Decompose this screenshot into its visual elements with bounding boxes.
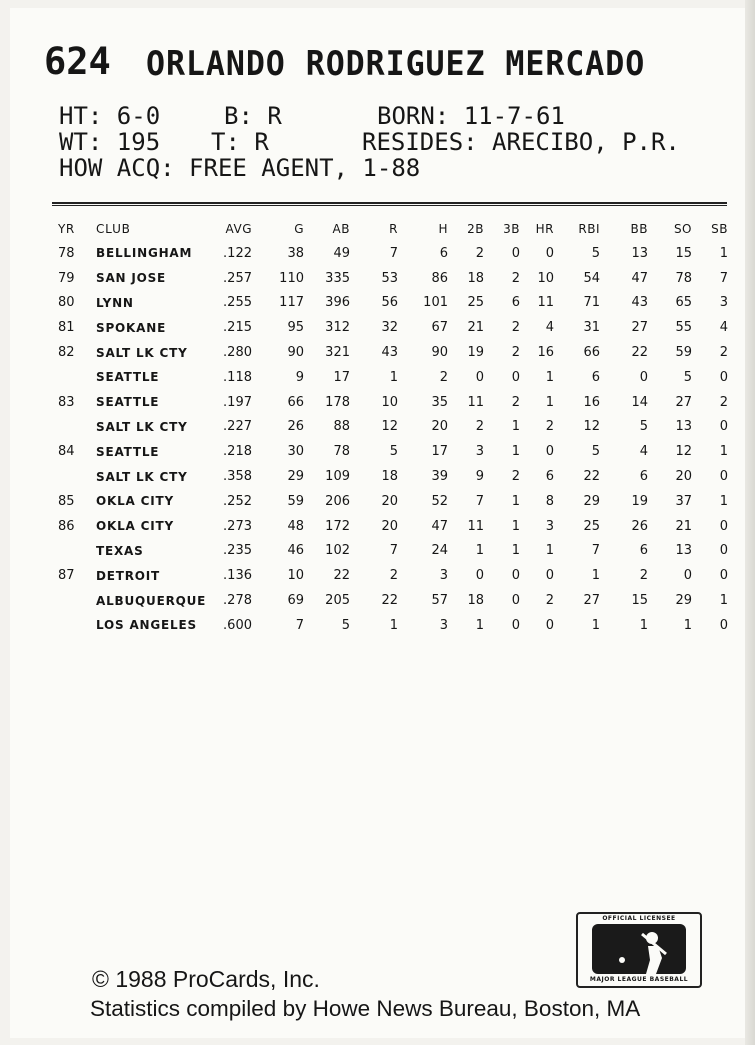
stat-cell: 10 [381,394,398,410]
stat-cell: 9 [475,469,484,485]
stat-cell: 30 [287,444,304,460]
stats-row [52,241,732,266]
bio-block [59,103,719,181]
stat-cell: 1 [683,617,692,633]
stat-cell: 13 [675,419,692,435]
bio-line-3 [59,155,719,181]
stat-cell: 2 [511,345,520,361]
stat-cell: LYNN [96,295,134,310]
stat-cell: OKLA CITY [96,519,174,534]
stat-cell: .358 [223,469,252,485]
mlb-batter-icon [592,924,686,974]
stat-cell: 0 [545,568,554,584]
stat-cell: .235 [223,543,252,559]
stat-cell: 7 [719,270,728,286]
stat-cell: 81 [58,320,75,336]
stat-cell: 2 [511,320,520,336]
stat-cell: 83 [58,394,75,410]
stat-cell: 21 [675,518,692,534]
stat-cell: 1 [545,369,554,385]
stat-cell: 1 [511,543,520,559]
stat-cell [52,613,96,638]
stat-cell: 2 [639,568,648,584]
stat-cell: 5 [639,419,648,435]
stat-cell: 25 [467,295,484,311]
stat-cell: 1 [591,617,600,633]
stat-cell: 66 [583,345,600,361]
stat-cell: 38 [287,245,304,261]
stat-cell: 2 [719,394,728,410]
bio-line-1 [59,103,719,129]
stat-cell: 4 [545,320,554,336]
stats-row [52,439,732,464]
copyright-text: © 1988 ProCards, Inc. [92,966,320,992]
stat-cell: 22 [333,568,350,584]
stat-cell: 59 [675,345,692,361]
stat-cell: 87 [58,568,75,584]
stat-cell: 18 [467,593,484,609]
stat-cell: 4 [719,320,728,336]
stats-row [52,563,732,588]
stat-cell: 0 [719,543,728,559]
col-header: AVG [225,222,252,236]
stats-row [52,365,732,390]
stat-cell: 27 [675,394,692,410]
stat-cell: 1 [389,369,398,385]
stat-cell: 12 [583,419,600,435]
stats-row [52,415,732,440]
stat-cell: 47 [631,270,648,286]
stat-cell: 20 [381,518,398,534]
logo-bottom-text: MAJOR LEAGUE BASEBALL [589,976,689,983]
stat-cell: 12 [675,444,692,460]
stat-cell: 2 [511,394,520,410]
stat-cell: 1 [719,493,728,509]
title-row [44,40,734,90]
stat-cell: 29 [675,593,692,609]
stat-cell: 10 [537,270,554,286]
stat-cell: SALT LK CTY [96,419,188,434]
stat-cell: 16 [583,394,600,410]
height-text: HT: 6-0 [59,102,161,130]
stat-cell: 49 [333,245,350,261]
stat-cell: .273 [223,518,252,534]
stat-cell: 95 [287,320,304,336]
stat-cell: 178 [325,394,350,410]
stat-cell [52,365,96,390]
mlb-licensee-logo [576,912,702,988]
stats-row [52,588,732,613]
stat-cell: 3 [475,444,484,460]
stat-cell: 0 [683,568,692,584]
stat-cell: SALT LK CTY [96,345,188,360]
stat-cell: 57 [431,593,448,609]
throws-text: T: R [211,128,269,156]
stat-cell: 1 [719,444,728,460]
stat-cell: 110 [279,270,304,286]
col-header: CLUB [96,222,131,236]
stat-cell: 5 [389,444,398,460]
stat-cell: 1 [511,419,520,435]
stat-cell: 78 [58,245,75,261]
stat-cell: 11 [467,394,484,410]
col-header: BB [630,222,648,236]
stat-cell: 335 [325,270,350,286]
stat-cell: 84 [58,444,75,460]
stat-cell: 2 [545,419,554,435]
stat-cell: .257 [223,270,252,286]
stat-cell: 0 [545,444,554,460]
stat-cell: 1 [511,493,520,509]
stat-cell: 312 [325,320,350,336]
stat-cell: 7 [591,543,600,559]
stat-cell: 2 [719,345,728,361]
stats-row [52,266,732,291]
stat-cell: 7 [389,543,398,559]
card-edge [745,0,755,1045]
stat-cell: 0 [719,568,728,584]
stat-cell: 3 [719,295,728,311]
stat-cell: 53 [381,270,398,286]
stat-cell: 1 [545,543,554,559]
stat-cell: 15 [631,593,648,609]
stat-cell: 78 [675,270,692,286]
stat-cell: 37 [675,493,692,509]
stat-cell: 7 [475,493,484,509]
stat-cell: 35 [431,394,448,410]
stat-cell: 172 [325,518,350,534]
stat-cell: 13 [675,543,692,559]
stat-cell: 117 [279,295,304,311]
col-header: YR [58,222,75,236]
stat-cell: 18 [467,270,484,286]
stat-cell: .136 [223,568,252,584]
stat-cell: .255 [223,295,252,311]
stats-row [52,291,732,316]
stat-cell: 12 [381,419,398,435]
stat-cell: 8 [545,493,554,509]
stat-cell: 1 [591,568,600,584]
stat-cell: 52 [431,493,448,509]
stat-cell: 86 [431,270,448,286]
stat-cell: 6 [639,543,648,559]
stat-cell: 18 [381,469,398,485]
stat-cell: 2 [511,270,520,286]
stat-cell: ALBUQUERQUE [96,593,207,608]
stat-cell: 321 [325,345,350,361]
stat-cell: .197 [223,394,252,410]
stat-cell: 11 [537,295,554,311]
stat-cell: SALT LK CTY [96,469,188,484]
weight-text: WT: 195 [59,128,161,156]
col-header: 2B [467,222,484,236]
stats-row [52,390,732,415]
stat-cell: 43 [381,345,398,361]
stat-cell: 13 [631,245,648,261]
stat-cell: 1 [719,245,728,261]
stat-cell: 0 [475,568,484,584]
col-header: SB [711,222,728,236]
stat-cell: .600 [223,617,252,633]
stat-cell: 90 [287,345,304,361]
stat-cell: OKLA CITY [96,494,174,509]
stat-cell: 5 [591,444,600,460]
stats-row [52,340,732,365]
stat-cell: 14 [631,394,648,410]
stat-cell: 39 [431,469,448,485]
stat-cell: 82 [58,345,75,361]
stat-cell: .215 [223,320,252,336]
stat-cell: 31 [583,320,600,336]
col-header: AB [332,222,350,236]
stat-cell: 101 [423,295,448,311]
stat-cell: 7 [295,617,304,633]
stat-cell: 65 [675,295,692,311]
stat-cell: 7 [389,245,398,261]
stat-cell: 46 [287,543,304,559]
stat-cell: 2 [389,568,398,584]
stat-cell: BELLINGHAM [96,246,193,261]
stat-cell: 0 [511,245,520,261]
stat-cell: 59 [287,493,304,509]
stat-cell: 86 [58,518,75,534]
player-name: ORLANDO RODRIGUEZ MERCADO [146,44,646,84]
stat-cell: 26 [631,518,648,534]
stat-cell: 1 [639,617,648,633]
stat-cell: .122 [223,245,252,261]
stat-cell: 6 [639,469,648,485]
stat-cell: 55 [675,320,692,336]
stat-cell: 17 [333,369,350,385]
stat-cell: 4 [639,444,648,460]
stats-top-rule-thin [52,205,727,206]
stat-cell: SAN JOSE [96,271,167,286]
stat-cell: 0 [511,568,520,584]
stat-cell: SEATTLE [96,444,160,459]
stat-cell: .280 [223,345,252,361]
stat-cell: 5 [341,617,350,633]
stat-cell: .278 [223,593,252,609]
stat-cell: 2 [475,245,484,261]
stat-cell: 0 [719,419,728,435]
stat-cell: TEXAS [96,543,144,558]
stat-cell: 1 [475,543,484,559]
stat-cell: 79 [58,270,75,286]
stat-cell [52,464,96,489]
how-acquired-text: HOW ACQ: FREE AGENT, 1-88 [59,154,421,182]
stat-cell: 0 [511,593,520,609]
col-header: SO [673,222,692,236]
stat-cell: 11 [467,518,484,534]
stats-row [52,539,732,564]
stat-cell: 396 [325,295,350,311]
stat-cell: 0 [545,617,554,633]
stat-cell: 1 [475,617,484,633]
stat-cell: 0 [639,369,648,385]
stat-cell: 54 [583,270,600,286]
stats-row [52,464,732,489]
stat-cell: 0 [545,245,554,261]
stat-cell: 19 [631,493,648,509]
stat-cell: 109 [325,469,350,485]
stat-cell: 22 [583,469,600,485]
stat-cell: 6 [545,469,554,485]
stat-cell [52,415,96,440]
stat-cell: 19 [467,345,484,361]
stat-cell: 66 [287,394,304,410]
stat-cell: 48 [287,518,304,534]
stat-cell: 0 [511,369,520,385]
stat-cell: 22 [631,345,648,361]
col-header: HR [535,222,554,236]
col-header: R [389,222,398,236]
stat-cell: 32 [381,320,398,336]
stat-cell: LOS ANGELES [96,618,197,633]
stat-cell: 3 [545,518,554,534]
stat-cell: 20 [675,469,692,485]
stats-row [52,315,732,340]
stat-cell: 27 [631,320,648,336]
stat-cell: 27 [583,593,600,609]
born-text: BORN: 11-7-61 [377,102,565,130]
stat-cell: 1 [511,518,520,534]
stat-cell: 102 [325,543,350,559]
stat-cell: 2 [475,419,484,435]
stat-cell: 1 [389,617,398,633]
stat-cell: 6 [511,295,520,311]
stat-cell: 6 [439,245,448,261]
stat-cell: 0 [719,469,728,485]
stats-row [52,613,732,638]
stat-cell: 1 [511,444,520,460]
stat-cell: 3 [439,568,448,584]
stat-cell: 85 [58,493,75,509]
resides-text: RESIDES: ARECIBO, P.R. [362,128,680,156]
stat-cell: .118 [223,369,252,385]
stat-cell: .218 [223,444,252,460]
stat-cell: 17 [431,444,448,460]
stat-cell [52,588,96,613]
stat-cell: 0 [719,617,728,633]
stat-cell: 1 [545,394,554,410]
stat-cell: 90 [431,345,448,361]
stat-cell: 206 [325,493,350,509]
stats-top-rule [52,202,727,204]
stat-cell: 29 [583,493,600,509]
stat-cell: 1 [719,593,728,609]
stat-cell: 15 [675,245,692,261]
stat-cell [52,539,96,564]
stat-cell: 0 [719,369,728,385]
stat-cell: 22 [381,593,398,609]
stat-cell: 20 [381,493,398,509]
stat-cell: 67 [431,320,448,336]
stat-cell: 20 [431,419,448,435]
stat-cell: 88 [333,419,350,435]
stat-cell: 71 [583,295,600,311]
stats-row [52,489,732,514]
stat-cell: 2 [439,369,448,385]
col-header: 3B [503,222,520,236]
stat-cell: 43 [631,295,648,311]
col-header: H [438,222,448,236]
stat-cell: 2 [511,469,520,485]
col-header: G [294,222,304,236]
stat-cell: 205 [325,593,350,609]
stat-cell: 24 [431,543,448,559]
stats-row [52,514,732,539]
stat-cell: 6 [591,369,600,385]
stat-cell: 0 [511,617,520,633]
stat-cell: 78 [333,444,350,460]
logo-top-text: OFFICIAL LICENSEE [602,915,676,922]
stats-header-row [52,217,732,241]
stat-cell: DETROIT [96,568,161,583]
stat-cell: .252 [223,493,252,509]
stat-cell: .227 [223,419,252,435]
stat-cell: 21 [467,320,484,336]
bats-text: B: R [224,102,282,130]
stats-table [52,217,732,638]
stat-cell: 69 [287,593,304,609]
stat-cell: 5 [591,245,600,261]
stat-cell: SEATTLE [96,395,160,410]
stat-cell: SEATTLE [96,370,160,385]
stat-cell: 25 [583,518,600,534]
stat-cell: 26 [287,419,304,435]
stat-cell: 10 [287,568,304,584]
stat-cell: 5 [683,369,692,385]
stat-cell: 9 [295,369,304,385]
stat-cell: 80 [58,295,75,311]
compiled-by-text: Statistics compiled by Howe News Bureau, Boston, MA [90,996,641,1021]
stat-cell: 29 [287,469,304,485]
stat-cell: 0 [719,518,728,534]
stat-cell: 3 [439,617,448,633]
col-header: RBI [578,222,600,236]
stat-cell: 0 [475,369,484,385]
card-number: 624 [44,40,111,83]
stat-cell: 2 [545,593,554,609]
stats-body [52,241,732,638]
bio-line-2 [59,129,719,155]
stat-cell: 16 [537,345,554,361]
stat-cell: 47 [431,518,448,534]
stat-cell: SPOKANE [96,320,167,335]
stat-cell: 56 [381,295,398,311]
